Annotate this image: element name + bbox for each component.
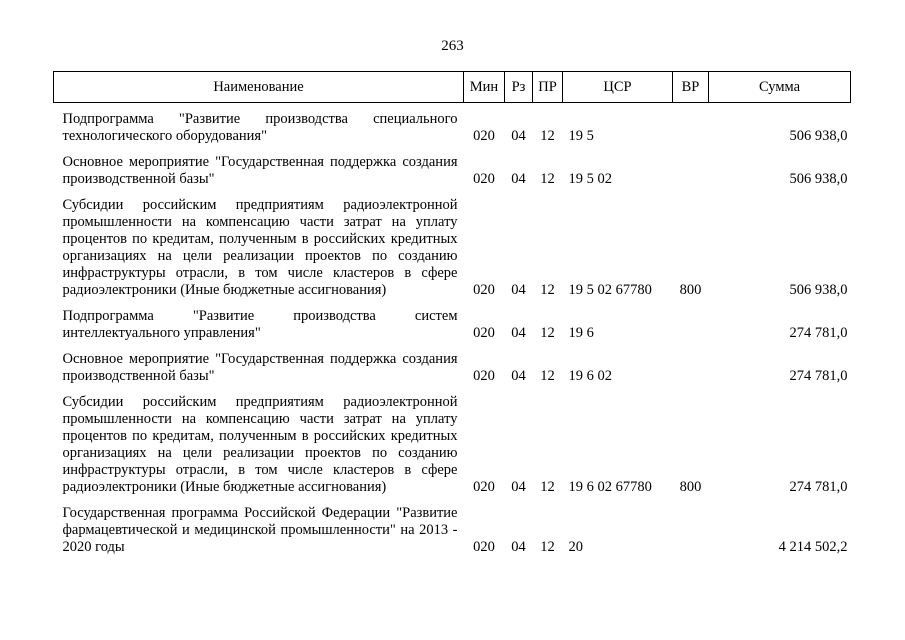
row-rz: 04 xyxy=(511,539,526,555)
table-row xyxy=(54,188,851,299)
row-name: Основное мероприятие "Государственная поддержка создания производственной базы" xyxy=(62,351,458,384)
table-header-row xyxy=(54,72,851,103)
header-rz: Рз xyxy=(505,72,533,103)
row-min: 020 xyxy=(473,368,495,384)
row-pr: 12 xyxy=(540,368,555,384)
row-csr: 20 xyxy=(568,539,583,555)
row-sum: 274 781,0 xyxy=(789,479,848,495)
header-csr: ЦСР xyxy=(563,72,673,103)
row-csr: 19 6 02 67780 xyxy=(568,479,652,495)
row-vr: 800 xyxy=(679,479,702,495)
row-csr: 19 5 02 67780 xyxy=(568,282,652,298)
row-rz: 04 xyxy=(511,325,526,341)
row-min: 020 xyxy=(473,171,495,187)
table-row xyxy=(54,103,851,146)
row-csr: 19 6 xyxy=(568,325,594,341)
row-sum: 506 938,0 xyxy=(789,171,848,187)
row-csr: 19 5 xyxy=(568,128,594,144)
page-number: 263 xyxy=(441,38,464,54)
header-pr: ПР xyxy=(533,72,563,103)
table-row xyxy=(54,385,851,496)
row-sum: 274 781,0 xyxy=(789,368,848,384)
header-vr: ВР xyxy=(673,72,709,103)
header-name: Наименование xyxy=(54,72,464,103)
row-vr xyxy=(673,145,709,188)
row-pr: 12 xyxy=(540,128,555,144)
row-sum: 4 214 502,2 xyxy=(778,539,848,555)
row-min: 020 xyxy=(473,325,495,341)
row-min: 020 xyxy=(473,479,495,495)
row-csr: 19 5 02 xyxy=(568,171,612,187)
row-name: Основное мероприятие "Государственная поддержка создания производственной базы" xyxy=(62,154,458,187)
row-vr xyxy=(673,103,709,146)
row-rz: 04 xyxy=(511,479,526,495)
row-csr: 19 6 02 xyxy=(568,368,612,384)
row-pr: 12 xyxy=(540,171,555,187)
row-vr xyxy=(673,299,709,342)
row-vr: 800 xyxy=(679,282,702,298)
budget-table xyxy=(53,71,851,556)
row-vr xyxy=(673,496,709,556)
row-min: 020 xyxy=(473,128,495,144)
header-sum: Сумма xyxy=(709,72,851,103)
row-rz: 04 xyxy=(511,171,526,187)
row-sum: 274 781,0 xyxy=(789,325,848,341)
table-row xyxy=(54,496,851,556)
row-sum: 506 938,0 xyxy=(789,128,848,144)
row-name: Субсидии российским предприятиям радиоэлектронной промышленности на компенсацию части затрат на уплату процентов по кредитам, полученным в российских кредитных организациях на цели реализации проектов по созданию инфраструктуры отрасли, в том числе кластеров в сфере радиоэлектроники (Иные бюджетные ассигнования) xyxy=(62,394,458,495)
row-vr xyxy=(673,342,709,385)
row-min: 020 xyxy=(473,539,495,555)
table-row xyxy=(54,299,851,342)
row-pr: 12 xyxy=(540,479,555,495)
row-name: Подпрограмма "Развитие производства специального технологического оборудования" xyxy=(62,111,458,144)
row-pr: 12 xyxy=(540,325,555,341)
row-rz: 04 xyxy=(511,368,526,384)
row-name: Государственная программа Российской Федерации "Развитие фармацевтической и медицинской промышленности" на 2013 - 2020 годы xyxy=(62,505,458,555)
table-row xyxy=(54,342,851,385)
table-row xyxy=(54,145,851,188)
row-pr: 12 xyxy=(540,282,555,298)
row-name: Субсидии российским предприятиям радиоэлектронной промышленности на компенсацию части затрат на уплату процентов по кредитам, полученным в российских кредитных организациях на цели реализации проектов по созданию инфраструктуры отрасли, в том числе кластеров в сфере радиоэлектроники (Иные бюджетные ассигнования) xyxy=(62,197,458,298)
row-name: Подпрограмма "Развитие производства систем интеллектуального управления" xyxy=(62,308,458,341)
header-min: Мин xyxy=(464,72,505,103)
row-pr: 12 xyxy=(540,539,555,555)
row-min: 020 xyxy=(473,282,495,298)
row-rz: 04 xyxy=(511,128,526,144)
row-sum: 506 938,0 xyxy=(789,282,848,298)
row-rz: 04 xyxy=(511,282,526,298)
